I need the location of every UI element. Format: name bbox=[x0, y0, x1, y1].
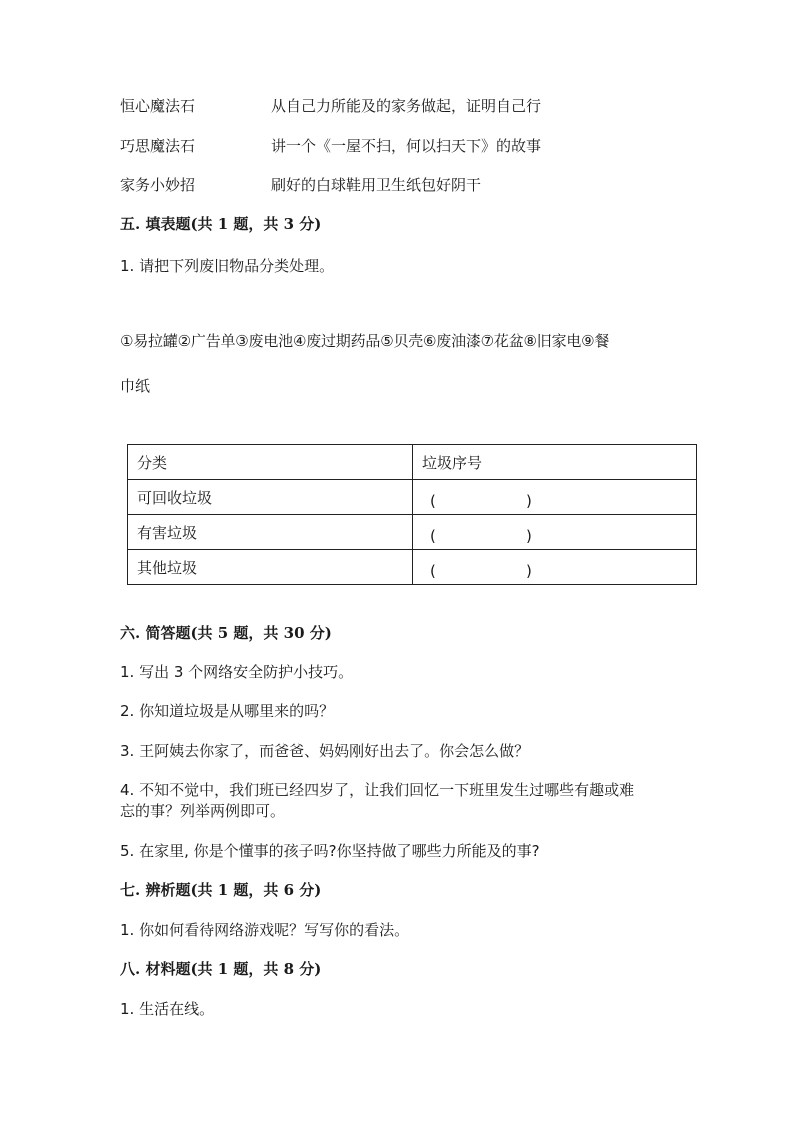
open-paren: ( bbox=[430, 562, 436, 580]
section-title: 五. 填表题(共 1 题，共 3 分) bbox=[120, 215, 322, 233]
items-list-continued: 巾纸 bbox=[120, 377, 151, 395]
category-cell: 其他垃圾 bbox=[128, 550, 413, 585]
items-list: ①易拉罐②广告单③废电池④废过期药品⑤贝壳⑥废油漆⑦花盆⑧旧家电⑨餐 bbox=[120, 332, 610, 350]
table-row bbox=[128, 480, 697, 515]
table-header-numbers: 垃圾序号 bbox=[413, 445, 697, 480]
question-text: 4. 不知不觉中，我们班已经四岁了，让我们回忆一下班里发生过哪些有趣或难 bbox=[120, 781, 635, 799]
section-title: 七. 辨析题(共 1 题，共 6 分) bbox=[120, 881, 322, 899]
question-text: 1. 请把下列废旧物品分类处理。 bbox=[120, 257, 335, 275]
close-paren: ) bbox=[526, 562, 532, 580]
activity-content: 刷好的白球鞋用卫生纸包好阴干 bbox=[271, 176, 482, 194]
answer-blank-cell[interactable] bbox=[413, 480, 697, 515]
section-title: 八. 材料题(共 1 题，共 8 分) bbox=[120, 960, 322, 978]
question-text: 2. 你知道垃圾是从哪里来的吗？ bbox=[120, 702, 335, 720]
activity-label: 家务小妙招 bbox=[120, 176, 196, 194]
close-paren: ) bbox=[526, 492, 532, 510]
question-text: 1. 你如何看待网络游戏呢？写写你的看法。 bbox=[120, 921, 410, 939]
table-header-row bbox=[128, 445, 697, 480]
activity-label: 恒心魔法石 bbox=[120, 97, 196, 115]
table-row bbox=[128, 515, 697, 550]
classification-table bbox=[127, 444, 697, 585]
question-text: 5. 在家里, 你是个懂事的孩子吗?你坚持做了哪些力所能及的事? bbox=[120, 842, 540, 860]
answer-blank-cell[interactable] bbox=[413, 550, 697, 585]
close-paren: ) bbox=[526, 527, 532, 545]
section-title: 六. 简答题(共 5 题，共 30 分) bbox=[120, 624, 332, 642]
open-paren: ( bbox=[430, 527, 436, 545]
category-cell: 有害垃圾 bbox=[128, 515, 413, 550]
question-text-continued: 忘的事？列举两例即可。 bbox=[120, 802, 286, 820]
table-row bbox=[128, 550, 697, 585]
activity-content: 讲一个《一屋不扫，何以扫天下》的故事 bbox=[271, 137, 542, 155]
activity-label: 巧思魔法石 bbox=[120, 137, 196, 155]
answer-blank-cell[interactable] bbox=[413, 515, 697, 550]
category-cell: 可回收垃圾 bbox=[128, 480, 413, 515]
question-text: 3. 王阿姨去你家了，而爸爸、妈妈刚好出去了。你会怎么做？ bbox=[120, 742, 530, 760]
open-paren: ( bbox=[430, 492, 436, 510]
activity-content: 从自己力所能及的家务做起，证明自己行 bbox=[271, 97, 542, 115]
question-text: 1. 写出 3 个网络安全防护小技巧。 bbox=[120, 663, 354, 681]
question-text: 1. 生活在线。 bbox=[120, 1000, 215, 1018]
table-header-category: 分类 bbox=[128, 445, 413, 480]
